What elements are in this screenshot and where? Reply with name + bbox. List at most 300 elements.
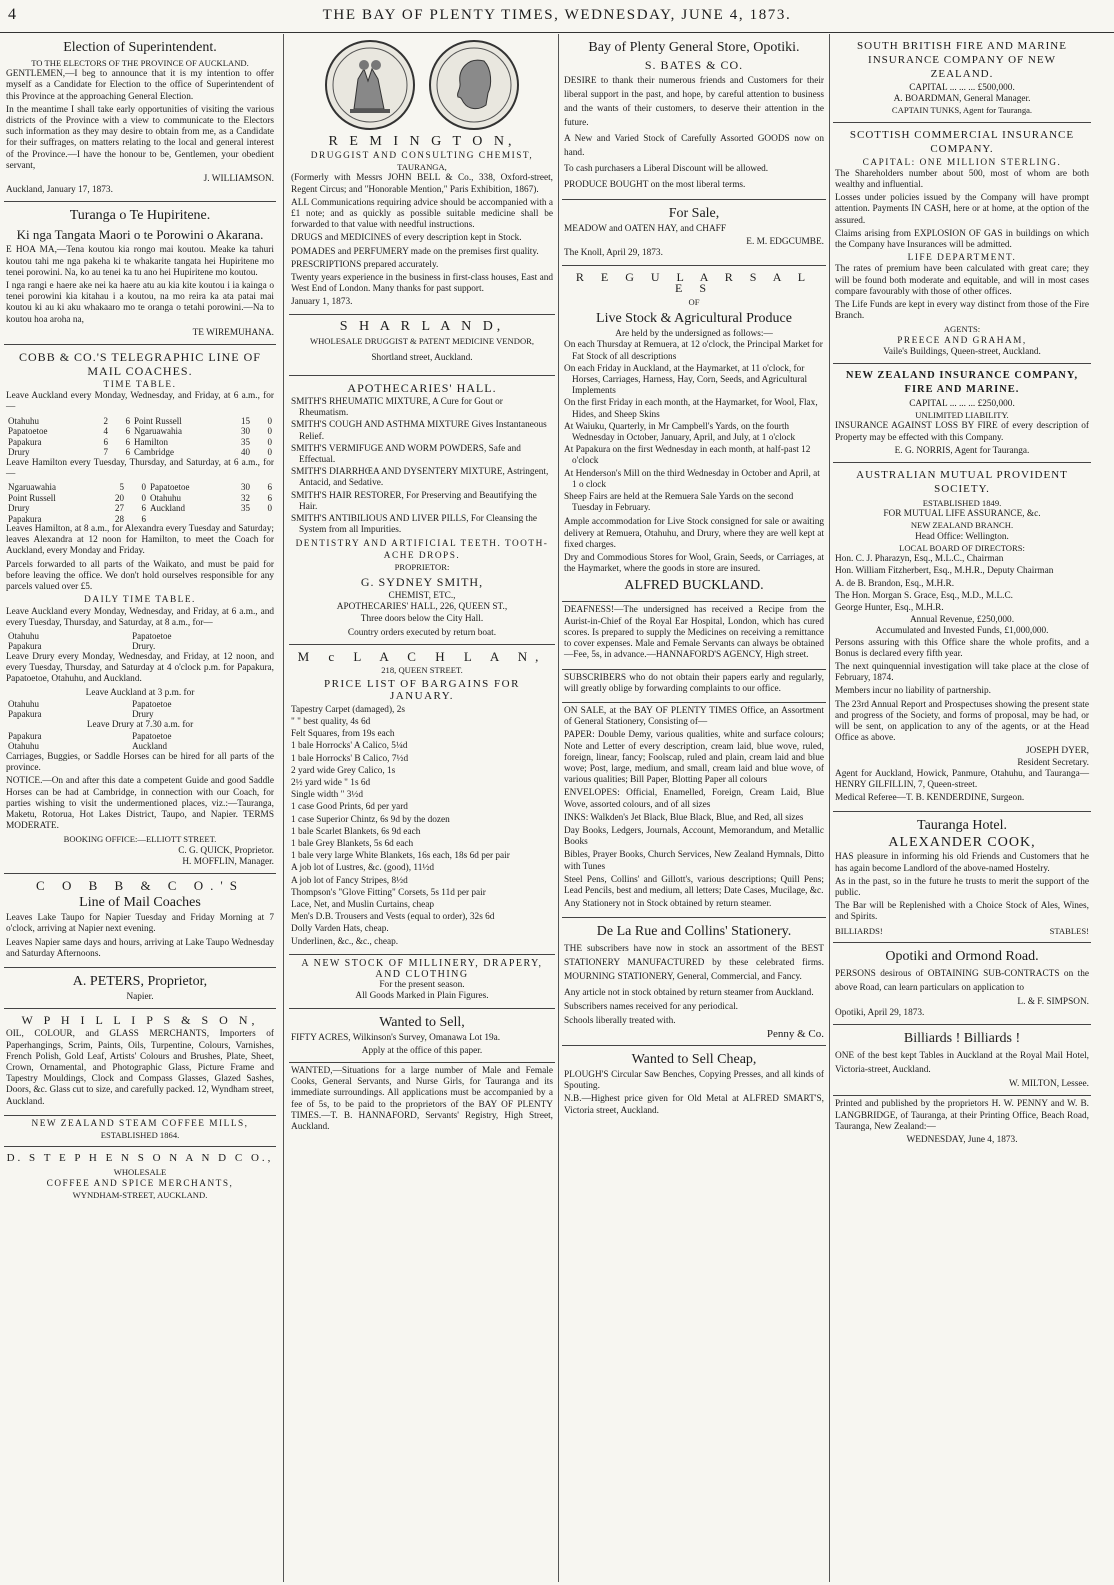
delarue-body: THE subscribers have now in stock an assortment of the BEST STATIONERY MANUFACTURED by these celebrated firms. MOURNING STATIONERY, General, Commercial, and Fancy. xyxy=(564,944,824,983)
nz-insurance-agent: E. G. NORRIS, Agent for Tauranga. xyxy=(894,445,1030,456)
delarue-name: Penny & Co. xyxy=(766,1027,824,1040)
timetable-title: TIME TABLE. xyxy=(103,380,177,391)
table-cell: 0 xyxy=(267,426,272,437)
stationery-inks: INKS: Walkden's Jet Black, Blue Black, Blue, and Red, all sizes xyxy=(564,812,804,823)
table-cell: 2 xyxy=(103,415,108,426)
table-row xyxy=(6,447,274,458)
table-cell: Otahuhu xyxy=(8,415,39,426)
page-number: 4 xyxy=(8,6,16,23)
hotel-proprietor: ALEXANDER COOK, xyxy=(888,835,1036,851)
destination-table xyxy=(6,699,274,720)
stephenson-heading: D. S T E P H E N S O N A N D C O., xyxy=(6,1152,274,1165)
sales-schedule-item: Sheep Fairs are held at the Remuera Sale Yards on the second Tuesday in February. xyxy=(564,492,794,514)
price-list-item: 1 bale Horrocks' A Calico, 5¼d xyxy=(291,741,408,752)
table-cell: 0 xyxy=(267,436,272,447)
remedy-item: SMITH'S COUGH AND ASTHMA MIXTURE Gives Instantaneous Relief. xyxy=(291,420,547,442)
amp-body: The 23rd Annual Report and Prospectuses showing the present state and progress of the Society, and forms of proposal, may be had, or will be sent, on application to any of the agents, or at the Head Office as above. xyxy=(835,699,1089,744)
sales-schedule-item: At Papakura on the first Wednesday in each month, at half-past 12 o'clock xyxy=(564,445,811,467)
table-row xyxy=(6,631,274,642)
price-list-item: Tapestry Carpet (damaged), 2s xyxy=(291,704,405,715)
newspaper-title: THE BAY OF PLENTY TIMES, WEDNESDAY, JUNE 4, 1873. xyxy=(322,7,792,23)
table-cell: Point Russell xyxy=(8,492,56,503)
director-item: The Hon. Morgan S. Grace, Esq., M.D., M.L.C. xyxy=(835,590,1013,601)
subscribers-body: SUBSCRIBERS who do not obtain their papers early and regularly, will greatly oblige by forwarding complaints to our office. xyxy=(564,672,824,694)
destination-table xyxy=(6,731,274,752)
column-rule xyxy=(829,34,830,1582)
remington-experience: Twenty years experience in the business in first-class houses, East and West End of London. Many thanks for past support. xyxy=(291,273,553,295)
table-cell: 6 xyxy=(267,492,272,503)
scottish-capital: CAPITAL: ONE MILLION STERLING. xyxy=(862,157,1062,168)
amp-body: Persons assuring with this Office share the whole profits, and a Bonus is declared every fifth year. xyxy=(835,637,1089,659)
delarue-body: Subscribers names received for any periodical. xyxy=(564,1002,738,1013)
wanted-to-sell-ad xyxy=(289,1009,555,1063)
stephenson-ad xyxy=(4,1147,276,1206)
hotel-body: The Bar will be Replenished with a Choice Stock of Ales, Wines, and Spirits. xyxy=(835,901,1089,923)
maori-body: I nga rangi e haere ake nei ka haere atu au kia kite koutou i ia kainga o tenei porowini kia kitahau i a koutou, na mo reira ka ata patai mai koutou ki au ki aku whakaaro mo te oranga o tetahi porowini.—Na to koutou hoa aroha na, xyxy=(6,281,274,325)
hotel-ad xyxy=(833,812,1091,942)
wanted-cheap-body: PLOUGH'S Circular Saw Benches, Copying Presses, and all kinds of Spouting. xyxy=(564,1069,824,1092)
stationery-books: Day Books, Ledgers, Journals, Account, Memorandum, and Metallic Books xyxy=(564,825,824,848)
cobb-telegraph-heading: COBB & CO.'S TELEGRAPHIC LINE OF MAIL COACHES. xyxy=(19,350,261,379)
billiards-label: BILLIARDS! xyxy=(835,925,883,936)
table-cell: Papatoetoe xyxy=(132,698,172,709)
table-cell: Otahuhu xyxy=(149,492,181,503)
stationery-any: Any Stationery not in Stock obtained by return steamer. xyxy=(564,899,772,910)
remington-pomades: POMADES and PERFUMERY made on the premises first quality. xyxy=(291,246,539,257)
agents-label: AGENTS: xyxy=(943,324,981,335)
price-list-item: 1 case Good Prints, 6d per yard xyxy=(291,802,408,813)
scottish-body: Losses under policies issued by the Company will have prompt attention. Payments IN CASH, here or at home, at the option of the assured. xyxy=(835,193,1089,226)
table-cell: 0 xyxy=(267,503,272,514)
amp-secretary-title: Resident Secretary. xyxy=(1017,757,1089,768)
proprietor-label: PROPRIETOR: xyxy=(394,561,450,572)
table-row xyxy=(6,426,274,437)
road-date: Opotiki, April 29, 1873. xyxy=(835,1007,925,1018)
mclachlan-address: 218, QUEEN STREET. xyxy=(381,665,463,676)
nz-insurance-body: INSURANCE AGAINST LOSS BY FIRE of every description of Property may be effected with this Company. xyxy=(835,421,1089,443)
price-list-item: 2½ yard wide " 1s 6d xyxy=(291,777,371,788)
mclachlan-ad xyxy=(289,645,555,955)
amp-ad xyxy=(833,463,1091,812)
imprint-body: Printed and published by the proprietors H. W. PENNY and W. B. LANGBRIDGE, of Tauranga, at their Printing Office, Beach Road, Tauranga, New Zealand:— xyxy=(835,1099,1089,1132)
maori-heading: Turanga o Te Hupiritene. xyxy=(69,208,211,224)
remington-name: R E M I N G T O N, xyxy=(328,134,516,149)
wanted-cheap-heading: Wanted to Sell Cheap, xyxy=(631,1051,757,1067)
table-cell: 6 xyxy=(267,482,272,493)
table-cell: 30 xyxy=(241,482,250,493)
price-list-item: 1 bale Grey Blankets, 5s 6d each xyxy=(291,838,414,849)
price-list-item: Lace, Net, and Muslin Curtains, cheap xyxy=(291,899,435,910)
daily-timetable-title: DAILY TIME TABLE. xyxy=(84,595,196,606)
daily-note: Leave Drury every Monday, Wednesday, and Friday, at 12 noon, and every Tuesday, Thursday, and Saturday at 4 o'clock p.m. for Papakura, Papatoetoe, Otahuhu, and Auckland. xyxy=(6,651,274,685)
table-row xyxy=(6,437,274,448)
nz-insurance-heading: NEW ZEALAND INSURANCE COMPANY, FIRE AND MARINE. xyxy=(845,370,1079,396)
regular-sales-heading: R E G U L A R S A L E S xyxy=(575,269,813,295)
store-body: A New and Varied Stock of Carefully Assorted GOODS now on hand. xyxy=(564,134,824,158)
table-cell: 27 xyxy=(114,503,124,514)
remington-prescriptions: PRESCRIPTIONS prepared accurately. xyxy=(291,259,439,270)
table-cell: Otahuhu xyxy=(8,698,39,709)
maori-ad xyxy=(4,202,276,345)
billiards-body: ONE of the best kept Tables in Auckland at the Royal Mail Hotel, Victoria-street, Auckland. xyxy=(835,1051,1089,1076)
table-cell xyxy=(252,514,274,525)
stephenson-wholesale: WHOLESALE xyxy=(113,1167,167,1178)
daily-note: Carriages, Buggies, or Saddle Horses can be hired for all parts of the province. xyxy=(6,751,274,774)
directors-list xyxy=(835,554,1089,614)
deafness-body: DEAFNESS!—The undersigned has received a Recipe from the Aurist-in-Chief of the Royal Ear Hospital, London, which has cured scores. Is prepared to supply the Medicines on receiving a remittance to cover expenses. Male and Female Servants can always be obtained—Fee, 5s, in advance.—HANNAFORD'S AGENCY, High street. xyxy=(564,605,824,661)
road-heading: Opotiki and Ormond Road. xyxy=(885,948,1039,964)
road-body: PERSONS desirous of OBTAINING SUB-CONTRACTS on the above Road, can learn particulars on application to xyxy=(835,968,1089,993)
peters-name: A. PETERS, Proprietor, xyxy=(72,973,208,989)
maori-body: E HOA MA,—Tena koutou kia rongo mai koutou. Meake ka tahuri koutou tahi me nga pakeha ki te whakarite tangata hei Hupiritene mo tenei porowini. Na, ko au tenei ka tu ano hei Hupiritene mo koutou. xyxy=(6,245,274,278)
country-orders: Country orders executed by return boat. xyxy=(347,627,497,638)
proprietor-title: CHEMIST, ETC., xyxy=(388,591,456,602)
hotel-footer xyxy=(835,926,1089,937)
price-list-title: PRICE LIST OF BARGAINS FOR JANUARY. xyxy=(324,678,520,702)
price-list-item: Single width " 3½d xyxy=(291,790,363,801)
price-list-item: " " best quality, 4s 6d xyxy=(291,716,371,727)
timetable-note: Parcels forwarded to all parts of the Waikato, and must be paid for before leaving the office. We don't hold ourselves responsible for any parcels valued over £5. xyxy=(6,559,274,593)
billiards-heading: Billiards ! Billiards ! xyxy=(903,1031,1021,1047)
daily-note: Leave Auckland at 3 p.m. for xyxy=(85,687,195,698)
stationery-pens: Steel Pens, Collins' and Gillott's, various descriptions; Quill Pens; Lead Pencils, best and medium, all letters; Date Cases, Mucilage, &c. xyxy=(564,874,824,896)
table-cell xyxy=(148,514,230,525)
wanted-to-sell-apply: Apply at the office of this paper. xyxy=(361,1045,483,1056)
profile-medal-icon xyxy=(428,39,520,131)
for-sale-name: E. M. EDGCUMBE. xyxy=(746,237,824,248)
remington-date: January 1, 1873. xyxy=(291,297,353,308)
regular-sales-intro: Are held by the undersigned as follows:— xyxy=(615,329,773,340)
apothecaries-location: Three doors below the City Hall. xyxy=(360,613,484,624)
coffee-established: ESTABLISHED 1864. xyxy=(100,1130,180,1140)
remington-formerly: (Formerly with Messrs JOHN BELL & Co., 338, Oxford-street, Regent Circus; and "Honorable Mention," Paris Exhibition, 1867). xyxy=(291,173,553,195)
south-british-ad xyxy=(833,34,1091,123)
price-list-item: Men's D.B. Trousers and Vests (equal to order), 32s 6d xyxy=(291,912,495,923)
director-item: Hon. William Fitzherbert, Esq., M.H.R., Deputy Chairman xyxy=(835,566,1054,577)
delarue-ad xyxy=(562,918,826,1046)
life-department: LIFE DEPARTMENT. xyxy=(907,253,1017,264)
fare-table xyxy=(6,482,274,524)
cobb-line-body: Leaves Napier same days and hours, arriving at Lake Taupo Wednesday and Saturday Afternoons. xyxy=(6,937,274,959)
table-cell: 28 xyxy=(114,513,124,524)
hotel-heading: Tauranga Hotel. xyxy=(917,818,1007,834)
table-cell: 0 xyxy=(141,482,146,493)
sharland-address: Shortland street, Auckland. xyxy=(371,352,473,363)
nz-insurance-liability: UNLIMITED LIABILITY. xyxy=(915,410,1009,421)
subscribers-ad xyxy=(562,670,826,703)
table-cell: 7 xyxy=(103,447,108,458)
table-cell: 40 xyxy=(241,447,250,458)
south-british-heading: SOUTH BRITISH FIRE AND MARINE INSURANCE COMPANY OF NEW ZEALAND. xyxy=(857,40,1067,80)
maori-subheading: Ki nga Tangata Maori o te Porowini o Akarana. xyxy=(16,227,264,243)
store-body: PRODUCE BOUGHT on the most liberal terms. xyxy=(564,180,746,190)
election-date: Auckland, January 17, 1873. xyxy=(6,185,113,196)
director-item: A. de B. Brandon, Esq., M.H.R. xyxy=(835,578,955,589)
for-sale-body: MEADOW and OATEN HAY, and CHAFF xyxy=(564,224,727,234)
table-cell: Ngaruawahia xyxy=(8,482,56,493)
column-rule xyxy=(558,34,559,1582)
table-cell: 6 xyxy=(103,436,108,447)
notice: NOTICE.—On and after this date a competent Guide and good Saddle Horses can be had at Cambridge, in connection with our Coach, for parties wishing to visit the undermentioned places, viz.:—Tauranga, Maketu, Rotorua, Hot Lakes District, Taupo, and Napier. TERMS MODERATE. xyxy=(6,776,274,832)
amp-purpose: FOR MUTUAL LIFE ASSURANCE, &c. xyxy=(883,509,1041,520)
table-cell: Ngaruawahia xyxy=(134,426,182,437)
apothecaries-address: APOTHECARIES' HALL, 226, QUEEN ST., xyxy=(336,602,508,613)
allegory-medal-icon xyxy=(324,39,416,131)
cobb-line-subheading: Line of Mail Coaches xyxy=(79,895,201,911)
table-cell: Papatoetoe xyxy=(132,730,172,741)
scottish-ad xyxy=(833,123,1091,364)
table-cell: Drury. xyxy=(132,641,156,652)
amp-body: Members incur no liability of partnership. xyxy=(835,686,991,697)
manager: H. MOFFLIN, Manager. xyxy=(182,856,274,867)
table-cell: Papakura xyxy=(8,709,42,720)
for-sale-heading: For Sale, xyxy=(668,206,720,221)
table-cell: 0 xyxy=(141,492,146,503)
table-cell: Papakura xyxy=(8,436,42,447)
mclachlan-name: M c L A C H L A N, xyxy=(297,648,547,664)
nz-insurance-capital: CAPITAL ... ... ... £250,000. xyxy=(909,399,1015,410)
phillips-heading: W P H I L L I P S & S O N, xyxy=(21,1013,259,1028)
stables-label: STABLES! xyxy=(1049,925,1089,936)
table-row xyxy=(6,709,274,720)
sharland-trade: WHOLESALE DRUGGIST & PATENT MEDICINE VENDOR, xyxy=(309,335,535,346)
table-cell: 6 xyxy=(125,426,130,437)
stationery-paper: PAPER: Double Demy, various qualities, white and surface colours; Note and Letter of every description, cream laid, blue wove, ruled, foreign, linear, fancy; Foolscap, ruled and plain, cream laid and blue wove; Post, large, medium, and small, cream laid and blue wove, of various qualities; Bill Paper, Blotting Paper all colours xyxy=(564,730,824,786)
sales-schedule-item: On each Thursday at Remuera, at 12 o'clock, the Principal Market for Fat Stock of all descriptions xyxy=(564,340,823,362)
table-cell: 6 xyxy=(125,436,130,447)
deafness-ad xyxy=(562,602,826,669)
stationery-sale-ad xyxy=(562,703,826,918)
table-row xyxy=(6,741,274,752)
sales-schedule-item: At Henderson's Mill on the third Wednesday in October and April, at 1 o clock xyxy=(564,468,820,490)
regular-sales-body: Dry and Commodious Stores for Wool, Grain, Seeds, or Carriages, at the Haymarket, where the goods in store are insured. xyxy=(564,553,824,575)
exhibition-medals xyxy=(291,39,553,131)
column-3 xyxy=(562,34,826,1582)
table-cell: Papakura xyxy=(8,641,42,652)
scottish-body: The Shareholders number about 500, most of whom are both wealthy and influential. xyxy=(835,168,1089,191)
sales-schedule xyxy=(564,340,824,514)
regular-sales-ad xyxy=(562,266,826,603)
store-body: To cash purchasers a Liberal Discount will be allowed. xyxy=(564,164,769,174)
column-1 xyxy=(4,34,276,1582)
table-row xyxy=(6,493,274,504)
amp-board: LOCAL BOARD OF DIRECTORS: xyxy=(899,542,1025,553)
road-ad xyxy=(833,943,1091,1025)
election-body: In the meantime I shall take early opportunities of visiting the various districts of the Province with a view to communicate to the Electors such information as they may desire to obtain from me, as a Candidate for their suffrages, on matters relating to the local and general interest of the Province.—I have the honour to be, Gentlemen, your obedient servant, xyxy=(6,104,274,171)
sharland-ad xyxy=(289,315,555,376)
election-body: GENTLEMEN,—I beg to announce that it is my intention to offer myself as a Candidate for Election to the office of Superintendent of this Province at the approaching General Election. xyxy=(6,69,274,102)
sales-schedule-item: At Waiuku, Quarterly, in Mr Campbell's Yards, on the fourth Wednesday in October, January, April, and July, at 1 o'clock xyxy=(564,421,796,444)
store-name: S. BATES & CO. xyxy=(644,58,744,72)
scottish-body: The rates of premium have been calculated with great care; they will be found both moderate and equitable, and will in most cases compare favourably with those of other offices. xyxy=(835,264,1089,297)
hotel-body: HAS pleasure in informing his old Friends and Customers that he has again become Landlord of the above-named Hostelry. xyxy=(835,852,1089,874)
table-cell: Cambridge xyxy=(134,447,174,458)
table-cell: Auckland xyxy=(149,503,185,514)
delarue-body: Schools liberally treated with. xyxy=(564,1015,676,1026)
amp-established: ESTABLISHED 1849. xyxy=(922,498,1002,509)
wanted-cheap-ad xyxy=(562,1046,826,1124)
remington-trade: DRUGGIST AND CONSULTING CHEMIST, xyxy=(310,151,534,161)
agents-address: Vaile's Buildings, Queen-street, Auckland. xyxy=(883,346,1041,357)
fare-table xyxy=(6,416,274,458)
coffee-ad xyxy=(4,1116,276,1147)
amp-revenue: Annual Revenue, £250,000. xyxy=(909,615,1015,626)
amp-heading: AUSTRALIAN MUTUAL PROVIDENT SOCIETY. xyxy=(856,469,1068,496)
price-list-item: Felt Squares, from 19s each xyxy=(291,729,395,740)
phillips-body: OIL, COLOUR, and GLASS MERCHANTS, Importers of Paperhangings, Scrim, Paints, Oils, Turpentine, Colours, Varnishes, French Polish, Gold Leaf, Artists' Colours and Brushes, Plate, Sheet, Crown, Ornamental, and Photographic Glass, Picture Frame and Tapestry Mouldings, Clock and Compass Glasses, Glazed Sashes, Doors, &c. Glass cut to size, and carefully packed. 12, Wyndham street, Auckland. xyxy=(6,1029,274,1107)
table-cell: Papatoetoe xyxy=(8,426,48,437)
south-british-agent: CAPTAIN TUNKS, Agent for Tauranga. xyxy=(891,105,1033,116)
millinery-heading: A NEW STOCK OF MILLINERY, DRAPERY, AND CLOTHING xyxy=(301,957,543,980)
director-item: Hon. C. J. Pharazyn, Esq., M.L.C., Chairman xyxy=(835,554,1004,565)
table-cell: Papatoetoe xyxy=(149,482,190,493)
table-cell: 5 xyxy=(119,482,124,493)
table-cell: 30 xyxy=(241,426,250,437)
price-list-item: Underlinen, &c., &c., cheap. xyxy=(291,936,399,947)
cobb-line-body: Leaves Lake Taupo for Napier Tuesday and Friday Morning at 7 o'clock, arriving at Napier next evening. xyxy=(6,913,274,935)
table-cell: 6 xyxy=(141,513,146,524)
road-name: L. & F. SIMPSON. xyxy=(1017,996,1089,1007)
price-list-item: 1 case Superior Chintz, 6s 9d by the dozen xyxy=(291,814,450,825)
store-heading: Bay of Plenty General Store, Opotiki. xyxy=(588,40,800,55)
for-sale-date: The Knoll, April 29, 1873. xyxy=(564,248,663,259)
amp-secretary: JOSEPH DYER, xyxy=(1025,746,1089,757)
stephenson-address: WYNDHAM-STREET, AUCKLAND. xyxy=(72,1189,208,1200)
table-cell: Hamilton xyxy=(134,436,168,447)
nz-insurance-ad xyxy=(833,364,1091,463)
peters-ad xyxy=(4,968,276,1009)
general-store-ad xyxy=(562,34,826,200)
table-cell: Otahuhu xyxy=(8,741,39,752)
column-rule xyxy=(283,34,284,1582)
remington-ad xyxy=(289,34,555,315)
maori-signature: TE WIREMUHANA. xyxy=(192,327,274,338)
store-body: DESIRE to thank their numerous friends and Customers for their liberal support in the past, and hope, by careful attention to business and the wants of their customers, to deserve their attention in the future. xyxy=(564,76,824,128)
daily-note: Leave Drury at 7.30 a.m. for xyxy=(86,719,194,730)
destination-table xyxy=(6,631,274,652)
delarue-body: Any article not in stock obtained by return steamer from Auckland. xyxy=(564,988,814,999)
millinery-season: For the present season. xyxy=(379,980,465,991)
table-cell: 6 xyxy=(125,415,130,426)
price-list-item: 1 bale Scarlet Blankets, 6s 9d each xyxy=(291,826,421,837)
table-cell: Papakura xyxy=(8,730,42,741)
for-sale-ad xyxy=(562,200,826,266)
timetable-note: Leave Hamilton every Tuesday, Thursday, and Saturday, at 6 a.m., for— xyxy=(6,457,274,479)
table-cell: 15 xyxy=(241,415,250,426)
south-british-capital: CAPITAL ... ... ... £500,000. xyxy=(909,83,1015,93)
cobb-line-ad xyxy=(4,874,276,968)
proprietor: C. G. QUICK, Proprietor. xyxy=(178,845,274,856)
remedy-item: SMITH'S VERMIFUGE AND WORM POWDERS, Safe and Effectual. xyxy=(291,443,521,466)
billiards-ad xyxy=(833,1025,1091,1096)
table-row xyxy=(6,731,274,742)
imprint xyxy=(833,1096,1091,1151)
table-row xyxy=(6,641,274,652)
remedy-item: SMITH'S ANTIBILIOUS AND LIVER PILLS, For Cleansing the System from all Impurities. xyxy=(291,514,537,536)
coffee-heading: NEW ZEALAND STEAM COFFEE MILLS, xyxy=(31,1118,249,1129)
remington-drugs: DRUGS and MEDICINES of every description kept in Stock. xyxy=(291,233,522,244)
price-list-item: 1 bale very large White Blankets, 16s each, 18s 6d per pair xyxy=(291,851,510,862)
masthead xyxy=(0,0,1114,33)
regular-sales-body: Ample accommodation for Live Stock consigned for sale or awaiting delivery at Remuera, Otahuhu, and Drury, where they are well kept at fixed charges. xyxy=(564,517,824,550)
amp-funds: Accumulated and Invested Funds, £1,000,000. xyxy=(875,626,1049,637)
table-cell: Otahuhu xyxy=(8,630,39,641)
wanted-to-sell-body: FIFTY ACRES, Wilkinson's Survey, Omanawa Lot 19a. xyxy=(291,1032,501,1043)
table-cell: Point Russell xyxy=(134,415,182,426)
peters-place: Napier. xyxy=(126,991,154,1002)
remedy-item: SMITH'S HAIR RESTORER, For Preserving and Beautifying the Hair. xyxy=(291,490,537,512)
agents-name: PREECE AND GRAHAM, xyxy=(897,335,1027,346)
table-cell: Papatoetoe xyxy=(132,630,172,641)
price-list-item: Dolly Varden Hats, cheap. xyxy=(291,924,389,935)
table-row xyxy=(6,699,274,710)
regular-sales-name: ALFRED BUCKLAND. xyxy=(624,578,764,594)
table-cell: Drury xyxy=(8,503,30,514)
daily-note: Leave Auckland every Monday, Wednesday, and Friday, at 6 a.m., and every Tuesday, Thursday, and Saturday, at 8 a.m., for— xyxy=(6,606,274,628)
remington-place: TAURANGA, xyxy=(397,162,447,173)
wanted-servants-body: WANTED,—Situations for a large number of Male and Female Cooks, General Servants, and Nurse Girls, for Tauranga and its immediate surroundings. All applications must be accompanied by a fee of 5s, to be paid to the proprietors of the BAY OF PLENTY TIMES.—T. B. HANNAFORD, Servants' Registry, High Street, Auckland. xyxy=(291,1066,553,1133)
scottish-body: Claims arising from EXPLOSION OF GAS in buildings on which the Company have Insurances will be admitted. xyxy=(835,228,1089,251)
wanted-to-sell-heading: Wanted to Sell, xyxy=(379,1014,465,1030)
amp-referee: Medical Referee—T. B. KENDERDINE, Surgeon. xyxy=(835,793,1025,804)
cobb-telegraph-ad xyxy=(4,345,276,874)
table-cell: Drury xyxy=(8,447,30,458)
table-cell: 6 xyxy=(141,503,146,514)
amp-body: The next quinquennial investigation will take place at the close of February, 1874. xyxy=(835,661,1089,684)
table-cell: Papakura xyxy=(8,513,42,524)
price-list-item: Thompson's "Glove Fitting" Corsets, 5s 11d per pair xyxy=(291,887,486,898)
timetable-note: Leave Auckland every Monday, Wednesday, and Friday, at 6 a.m., for— xyxy=(6,391,274,413)
table-cell: 32 xyxy=(241,492,250,503)
remington-body: ALL Communications requiring advice should be accompanied with a £1 note; and as quickly as possible suitable medicine shall be forwarded to that value with needful instructions. xyxy=(291,197,553,231)
price-list-item: 2 yard wide Grey Calico, 1s xyxy=(291,765,396,776)
table-cell: Drury xyxy=(132,709,154,720)
imprint-date: WEDNESDAY, June 4, 1873. xyxy=(906,1135,1018,1145)
wanted-cheap-body: N.B.—Highest price given for Old Metal at ALFRED SMART'S, Victoria street, Auckland. xyxy=(564,1094,824,1116)
apothecaries-ad xyxy=(289,376,555,645)
table-row xyxy=(6,416,274,427)
table-cell: 0 xyxy=(267,447,272,458)
millinery-ad xyxy=(289,955,555,1009)
dentistry-note: DENTISTRY AND ARTIFICIAL TEETH. TOOTH-ACHE DROPS. xyxy=(295,539,549,561)
apothecaries-heading: APOTHECARIES' HALL. xyxy=(347,381,497,396)
regular-sales-of: OF xyxy=(688,297,700,308)
column-4 xyxy=(833,34,1091,1582)
table-row xyxy=(6,482,274,493)
wanted-servants-ad xyxy=(289,1063,555,1140)
amp-branch: NEW ZEALAND BRANCH. xyxy=(910,520,1014,531)
scottish-body: The Life Funds are kept in every way distinct from those of the Fire Branch. xyxy=(835,300,1089,322)
remedy-item: SMITH'S RHEUMATIC MIXTURE, A Cure for Gout or Rheumatism. xyxy=(291,397,503,419)
sales-schedule-item: On each Friday in Auckland, at the Haymarket, at 11 o'clock, for Horses, Carriages, Harness, Hay, Corn, Seeds, and Agricultural Implements xyxy=(564,363,808,397)
table-cell: 35 xyxy=(241,436,250,447)
price-list-item: A job lot of Lustres, &c. (good), 11½d xyxy=(291,863,434,874)
table-cell xyxy=(230,514,252,525)
sales-schedule-item: On the first Friday in each month, at the Haymarket, for Wool, Flax, Hides, and Sheep Skins xyxy=(564,398,818,420)
remedy-item: SMITH'S DIARRHŒA AND DYSENTERY MIXTURE, Astringent, Antacid, and Sedative. xyxy=(291,467,549,489)
stationery-bibles: Bibles, Prayer Books, Church Services, New Zealand Hymnals, Ditto with Tunes xyxy=(564,850,824,872)
table-row xyxy=(6,514,274,525)
column-2 xyxy=(289,34,555,1582)
booking-office: BOOKING OFFICE:—ELLIOTT STREET. xyxy=(63,834,217,845)
cobb-line-heading: C O B B & C O.'S xyxy=(36,877,244,893)
election-signature: J. WILLIAMSON. xyxy=(203,174,274,185)
price-list-item: 1 bale Horrocks' B Calico, 7½d xyxy=(291,753,409,764)
sharland-name: S H A R L A N D, xyxy=(339,318,505,334)
stephenson-trade: COFFEE AND SPICE MERCHANTS, xyxy=(46,1178,234,1189)
election-address: TO THE ELECTORS OF THE PROVINCE OF AUCKLAND. xyxy=(31,58,249,68)
table-cell: Auckland xyxy=(132,741,168,752)
